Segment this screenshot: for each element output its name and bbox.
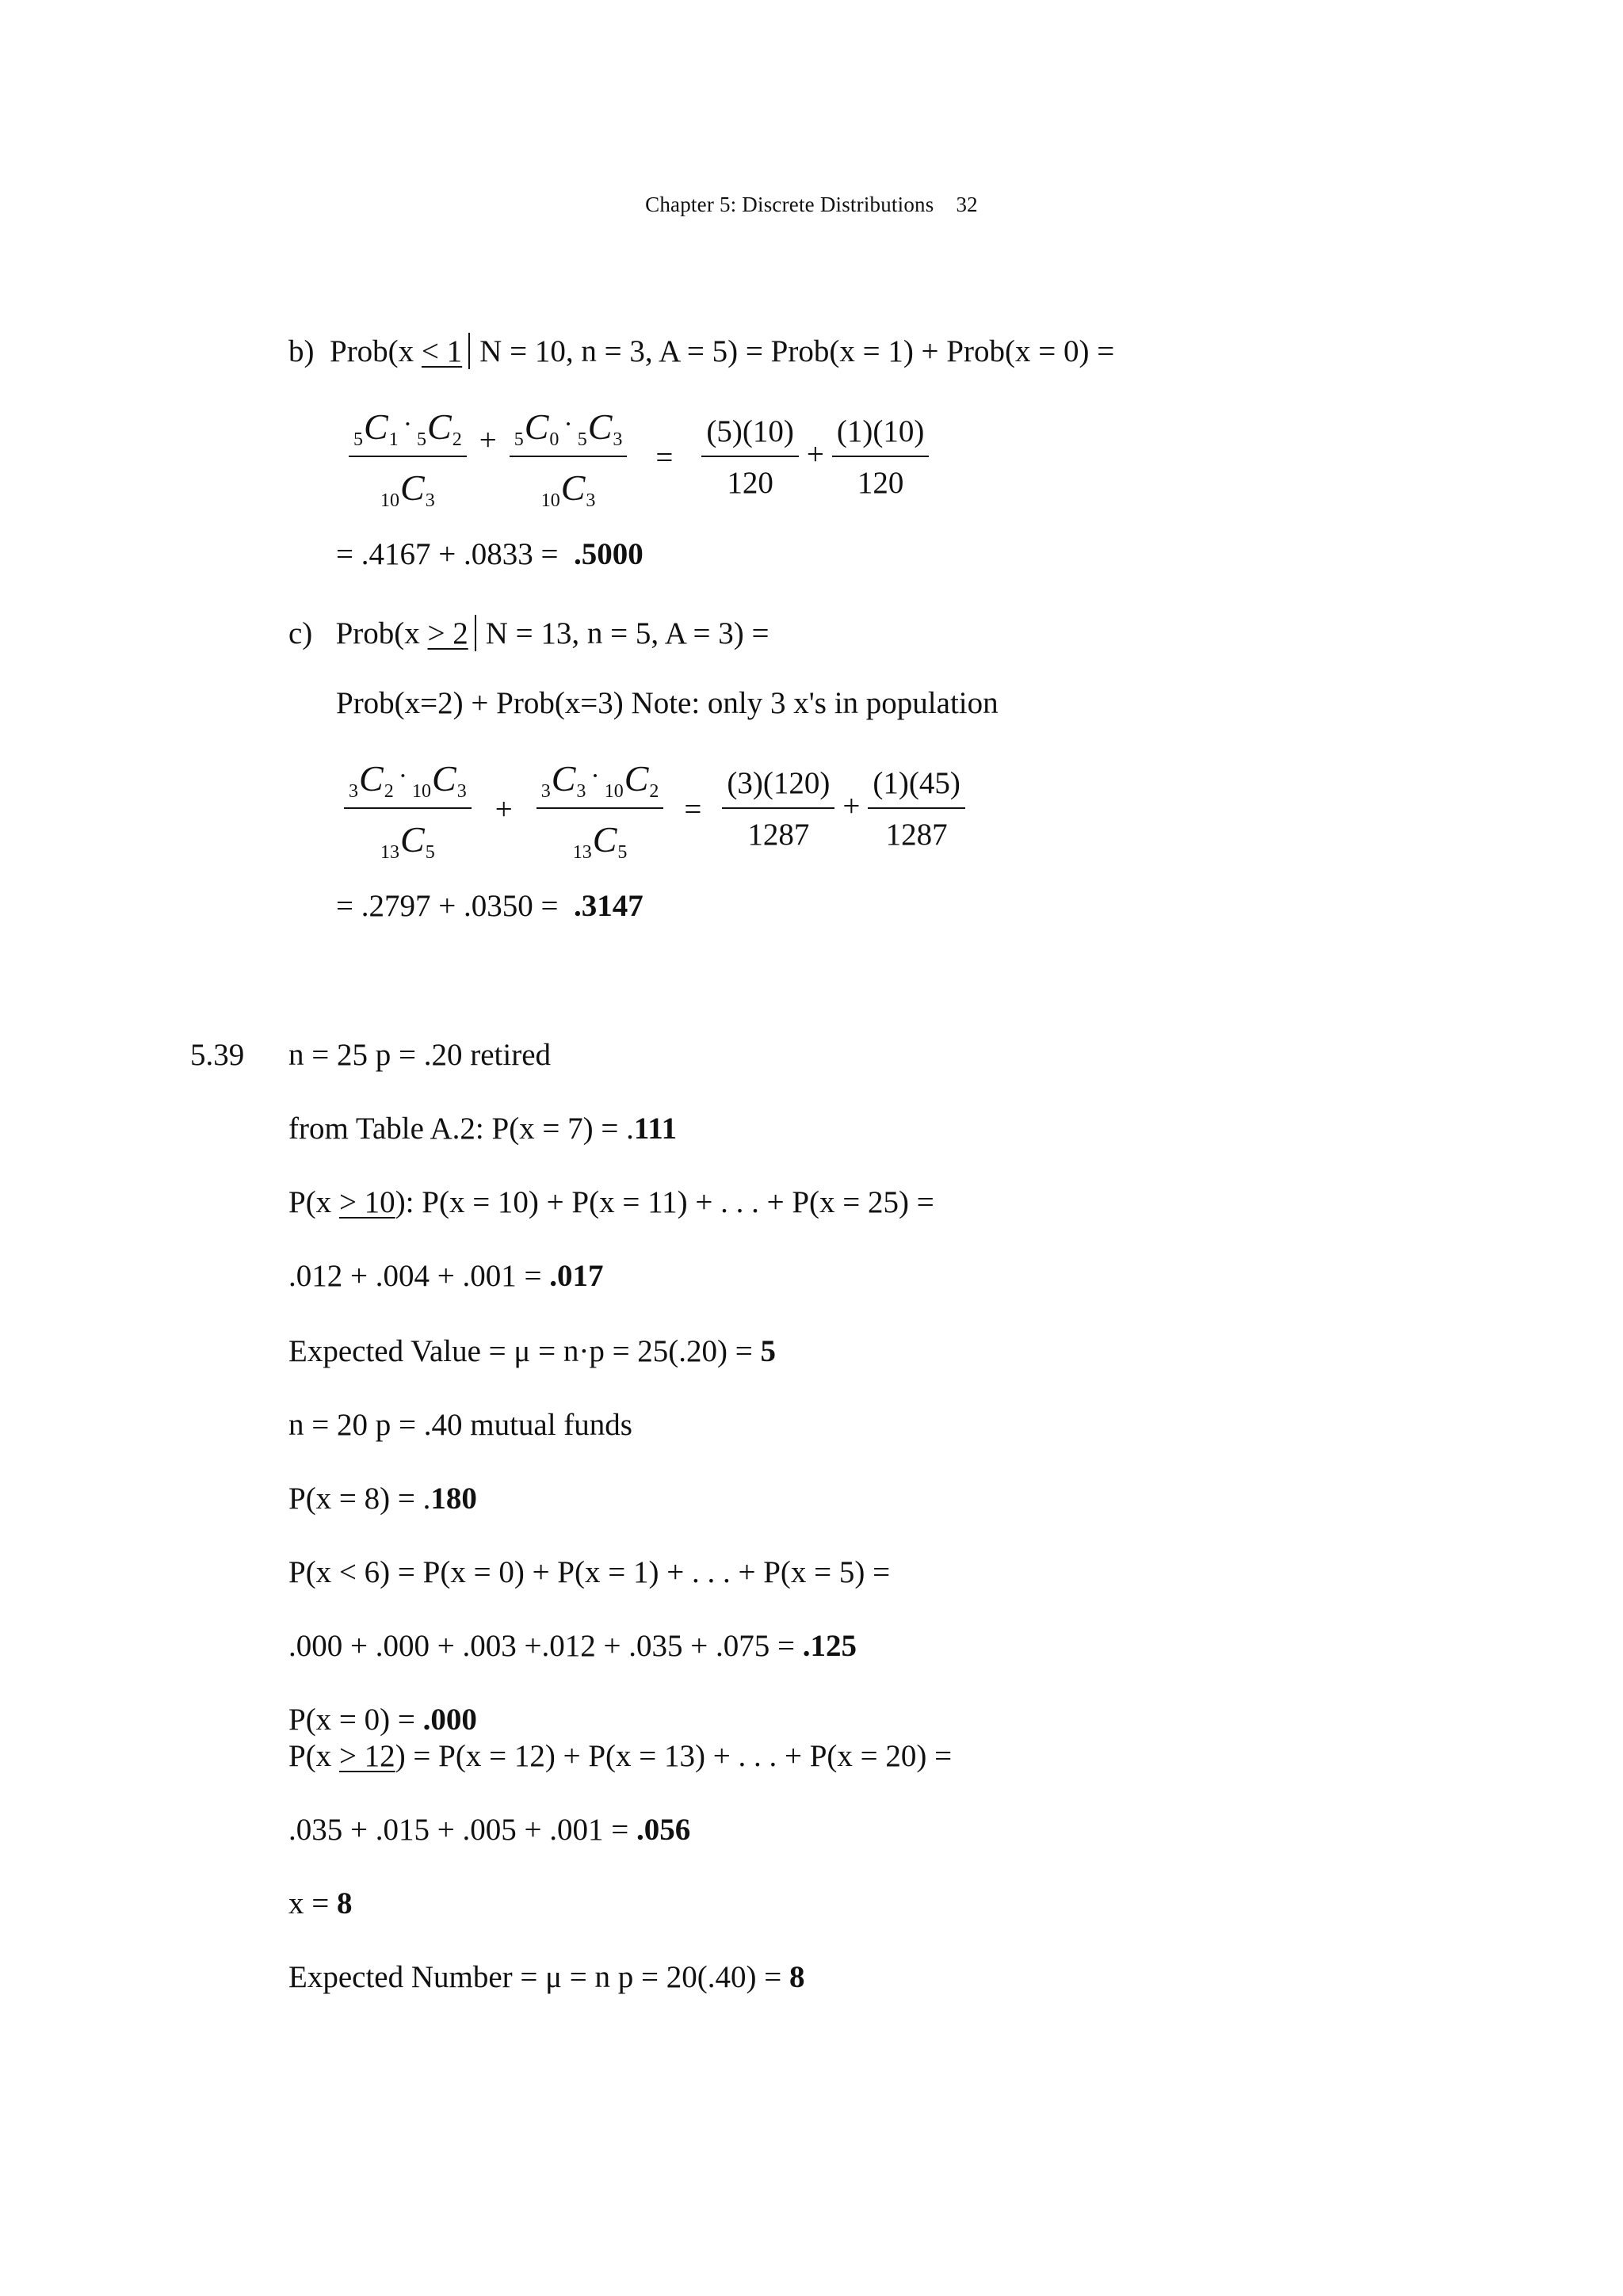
part-b-statement: b) Prob(x < 1 N = 10, n = 3, A = 5) = Prob(x = 1) + Prob(x = 0) = — [288, 334, 1115, 368]
problem-number: 5.39 — [190, 1038, 245, 1072]
given-bar — [468, 333, 470, 369]
ge12-line: P(x > 12) = P(x = 12) + P(x = 13) + . . . + P(x = 20) = — [288, 1739, 953, 1773]
part-c-statement: c) Prob(x > 2 N = 13, n = 5, A = 3) = — [288, 616, 769, 650]
part-b-result: = .4167 + .0833 = .5000 — [336, 537, 643, 571]
part-c-result: = .2797 + .0350 = .3147 — [336, 889, 643, 923]
ge12-sum-line: .035 + .015 + .005 + .001 = .056 — [288, 1813, 691, 1847]
combination-fraction: 5 C 1 · 5 C 2 10 C 3 — [349, 406, 467, 509]
part-c-fraction-row: 3 C 2 · 10 C 3 13 C 5 + 3 C 3 · 10 C 2 13 C 5 = $\frac{(3)(120)}{1287}$ + $\frac{(1)(45)}{1287}$ — [344, 757, 965, 860]
numeric-fraction: $\frac{(1)(10)}{120}$ — [832, 414, 929, 501]
given-bar — [475, 615, 476, 651]
combination-fraction: 3 C 3 · 10 C 2 13 C 5 — [537, 757, 664, 860]
numeric-fraction: $\frac{(5)(10)}{120}$ — [701, 414, 798, 501]
running-title: Chapter 5: Discrete Distributions — [645, 193, 934, 216]
given-line-1: n = 25 p = .20 retired — [288, 1038, 552, 1072]
part-c-sum-line: Prob(x=2) + Prob(x=3) Note: only 3 x's in population — [336, 686, 999, 720]
expected-number-line: Expected Number = μ = n p = 20(.40) = 8 — [288, 1960, 805, 1994]
part-b-fraction-row: 5 C 1 · 5 C 2 10 C 3 + 5 C 0 · 5 C 3 10 C 3 = $\frac{(5)(10)}{120}$ + $\frac{(1)(10)}{120}$ — [349, 406, 929, 509]
x-line: x = 8 — [288, 1886, 353, 1920]
part-c-label: c) — [288, 616, 313, 650]
table-lookup-line: from Table A.2: P(x = 7) = .111 — [288, 1112, 678, 1146]
ge10-line: P(x > 10): P(x = 10) + P(x = 11) + . . . + P(x = 25) = — [288, 1185, 934, 1219]
page-number: 32 — [956, 193, 978, 216]
part-b-label: b) — [288, 334, 315, 368]
expected-value-line: Expected Value = μ = n·p = 25(.20) = 5 — [288, 1334, 777, 1368]
combination-fraction: 5 C 0 · 5 C 3 10 C 3 — [510, 406, 628, 509]
p8-line: P(x = 8) = .180 — [288, 1482, 477, 1516]
given-line-2: n = 20 p = .40 mutual funds — [288, 1408, 632, 1442]
p0-line: P(x = 0) = .000 — [288, 1703, 477, 1737]
part-c-answer: .3147 — [573, 889, 643, 923]
ge10-sum-line: .012 + .004 + .001 = .017 — [288, 1259, 604, 1293]
page-header — [0, 193, 1623, 217]
numeric-fraction: $\frac{(1)(45)}{1287}$ — [868, 765, 964, 852]
part-b-answer: .5000 — [573, 537, 643, 571]
lt6-line: P(x < 6) = P(x = 0) + P(x = 1) + . . . + P(x = 5) = — [288, 1555, 891, 1589]
numeric-fraction: $\frac{(3)(120)}{1287}$ — [722, 765, 834, 852]
less-equal-one: < 1 — [421, 334, 463, 368]
greater-equal-two: > 2 — [427, 616, 468, 650]
combination-fraction: 3 C 2 · 10 C 3 13 C 5 — [344, 757, 472, 860]
lt6-sum-line: .000 + .000 + .003 +.012 + .035 + .075 = .125 — [288, 1629, 857, 1663]
